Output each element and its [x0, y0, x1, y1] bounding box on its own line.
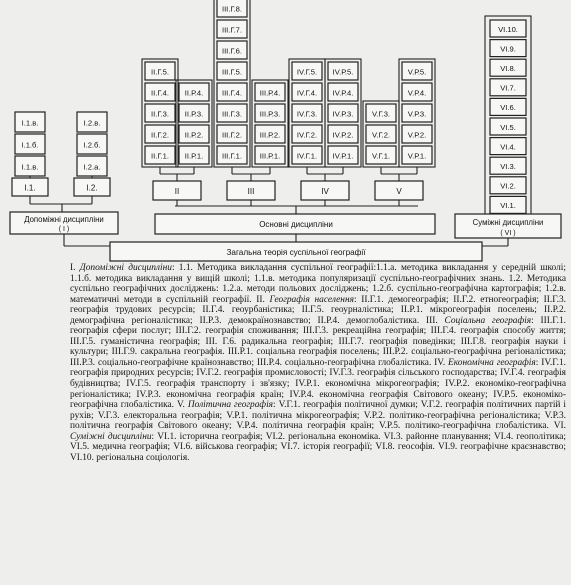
item-group_V-b-3-label: V.Р.2. [407, 130, 427, 140]
item-I1-2-label: I.1.в. [21, 162, 39, 172]
hub-I1-label: I.1. [24, 183, 36, 193]
item-VI-1-label: VI.9. [500, 44, 516, 54]
caption-text: : III.Г.1. географія сфери послуг; III.Г.2. географія споживання; III.Г.3. рекреаційна географія; III.Г.4. географія способу життя; III.Г.5. гуманістична географія; III. Г.6. радикальна географія; III.Г.7. географія поведінки; III.Г.8. географія науки і культури; III.Г.9. сакральна географія. III.Р.1. соціальна географія поселень; III.Р.2. соціально-географічна регіоналістика; III.Р.3. соціально-географічне країнознавство; III.Р.4. соціально-географічна глобалістика. IV. [70, 315, 566, 368]
caption-section-title: Суміжні дисципліни [70, 431, 152, 442]
item-group_V-a-0-label: V.Г.3. [371, 109, 391, 119]
item-group_IV-b-4-label: IV.Р.1. [332, 151, 354, 161]
item-group_III-b-3-label: III.Р.1. [259, 151, 281, 161]
hub-group_V-label: V [396, 186, 402, 196]
item-group_II-a-2-label: II.Г.3. [151, 109, 169, 119]
item-group_III-a-8-label: III.Г.1. [221, 151, 243, 161]
item-VI-8-label: VI.2. [500, 181, 516, 191]
hub-group_III-label: III [247, 186, 255, 196]
item-group_IV-a-0-label: IV.Г.5. [296, 67, 318, 77]
item-group_V-b-1-label: V.Р.4. [407, 88, 427, 98]
item-I2-2-label: I.2.а. [83, 162, 101, 172]
item-group_II-b-1-label: II.Р.3. [184, 109, 204, 119]
caption-text: : II.Г.1. демогеографія; II.Г.2. етногеографія; II.Г.3. географія трудових ресурсів; II.Г.4. геоурбаністика; II.Г.5. геоурналістика; II.Р.1. мікрогеографія поселень; II.Р.2. демографічна регіоналістика; II.Р.3. демокраїнознавство; II.Р.4. демоглобалістика. III. [70, 294, 566, 326]
caption-text: : VI.1. історична географія; VI.2. регіональна економіка. VI.3. районне планування; VI.4. геополітика; VI.5. медична географія; VI.6. військова географія; VI.7. історія географії; VI.8. геософія. VI.9. географічне краєзнавство; VI.10. регіональна соціологія. [70, 431, 566, 463]
item-group_IV-a-3-label: IV.Г.2. [296, 130, 318, 140]
caption-section-title: Соціальна географія [444, 315, 532, 326]
item-VI-0-label: VI.10. [498, 24, 518, 34]
item-group_IV-b-0-label: IV.Р.5. [332, 67, 354, 77]
item-group_II-a-3-label: II.Г.2. [151, 130, 169, 140]
caption-section-title: Економічна географія [448, 357, 536, 368]
caption-text: : V.Г.1. географія політичної думки; V.Г.2. географія політичних партій і рухів; V.Г.3. електоральна географія; V.Р.1. політична мікрогеографія; V.Р.2. політико-географічна регіоналістика; V.Р.3. політична географія Світового океану; V.Р.4. політична географія країн; V.Р.5. політико-географічна глобалістика. VI. [70, 400, 566, 432]
aux-disciplines-label: Допоміжні дисципліни [24, 215, 104, 224]
item-group_V-a-1-label: V.Г.2. [371, 130, 391, 140]
item-VI-2-label: VI.8. [500, 64, 516, 73]
caption-section-title: Політична географія [187, 400, 274, 411]
hub-group_IV-label: IV [321, 186, 329, 196]
adjacent-disciplines-label: Суміжні дисципліни [472, 218, 544, 227]
item-group_III-b-0-label: III.Р.4. [259, 88, 281, 98]
item-I2-1-label: I.2.б. [83, 140, 101, 150]
item-I2-0-label: I.2.в. [83, 118, 101, 128]
item-group_III-a-3-label: III.Г.6. [221, 46, 243, 56]
item-group_III-a-2-label: III.Г.7. [221, 25, 243, 35]
item-VI-4-label: VI.6. [500, 103, 516, 113]
item-group_IV-b-1-label: IV.Р.4. [332, 88, 354, 98]
caption-text: : 1.1. Методика викладання суспільної географії:1.1.а. методика викладання у середній школі; 1.1.б. методика викладання у вищій школі; 1.1.в. методика популяризації суспільно-географічних знань. 1.2. Методика суспільно географічних досліджень: 1.2.а. методи польових досліджень; 1.2.б. суспільно-географічна картографія; 1.2.в. математичні методи в суспільній географії. II. [70, 263, 566, 305]
item-group_V-b-0-label: V.Р.5. [407, 67, 427, 77]
item-group_III-a-4-label: III.Г.5. [221, 67, 243, 77]
item-VI-5-label: VI.5. [500, 122, 516, 132]
item-group_IV-b-2-label: IV.Р.3. [332, 109, 354, 119]
item-group_IV-a-2-label: IV.Г.3. [296, 109, 318, 119]
item-group_IV-a-1-label: IV.Г.4. [296, 88, 318, 98]
caption-section-title: Допоміжні дисципліни [79, 263, 172, 273]
caption-section-title: Географія населення [269, 294, 354, 305]
item-group_V-b-2-label: V.Р.3. [407, 109, 427, 119]
item-group_III-b-1-label: III.Р.3. [259, 109, 281, 119]
item-VI-3-label: VI.7. [500, 83, 516, 93]
item-group_II-b-0-label: II.Р.4. [184, 88, 204, 98]
item-group_III-a-5-label: III.Г.4. [221, 88, 243, 98]
item-group_II-b-3-label: II.Р.1. [184, 151, 204, 161]
item-I1-1-label: I.1.б. [21, 140, 39, 150]
caption-text: : IV.Г.1. географія природних ресурсів; IV.Г.2. географія промисловості; IV.Г.3. географія сільського господарства; IV.Г.4. географія будівництва; IV.Г.5. географія транспорту і зв'язку; IV.Р.1. економічна мікрогеографія; IV.Р.2. економіко-географічна регіоналістика; IV.Р.3. економічна географія країн; IV.Р.4. економічна географія Світового океану; IV.Р.5. економіко-географічна глобалістика. V. [70, 357, 566, 411]
general-theory-label: Загальна теорія суспільної географії [226, 248, 366, 257]
hub-group_II-label: II [174, 186, 180, 196]
item-group_III-b-2-label: III.Р.2. [259, 130, 281, 140]
item-group_IV-a-4-label: IV.Г.1. [296, 151, 318, 161]
item-group_V-b-4-label: V.Р.1. [407, 151, 427, 161]
aux-disciplines-num: ( I ) [58, 226, 70, 233]
caption-text: I. [70, 263, 80, 273]
item-group_III-a-6-label: III.Г.3. [221, 109, 243, 119]
item-group_V-a-2-label: V.Г.1. [371, 151, 391, 161]
item-group_II-a-1-label: II.Г.4. [151, 88, 169, 98]
hub-I2-label: I.2. [86, 183, 98, 193]
item-VI-7-label: VI.3. [500, 162, 516, 171]
adjacent-disciplines-num: ( VI ) [500, 230, 516, 237]
item-group_III-a-1-label: III.Г.8. [221, 4, 243, 14]
discipline-structure-diagram [0, 0, 571, 262]
item-group_IV-b-3-label: IV.Р.2. [332, 130, 354, 140]
main-disciplines-label: Основні дисципліни [259, 220, 333, 229]
item-VI-6-label: VI.4. [500, 142, 516, 152]
item-VI-9-label: VI.1. [500, 201, 516, 211]
item-group_III-a-7-label: III.Г.2. [221, 130, 243, 140]
item-group_II-a-4-label: II.Г.1. [151, 151, 169, 161]
item-group_II-a-0-label: II.Г.5. [151, 67, 169, 77]
diagram-caption [70, 263, 566, 585]
item-group_II-b-2-label: II.Р.2. [184, 130, 204, 140]
item-I1-0-label: I.1.в. [21, 118, 39, 128]
